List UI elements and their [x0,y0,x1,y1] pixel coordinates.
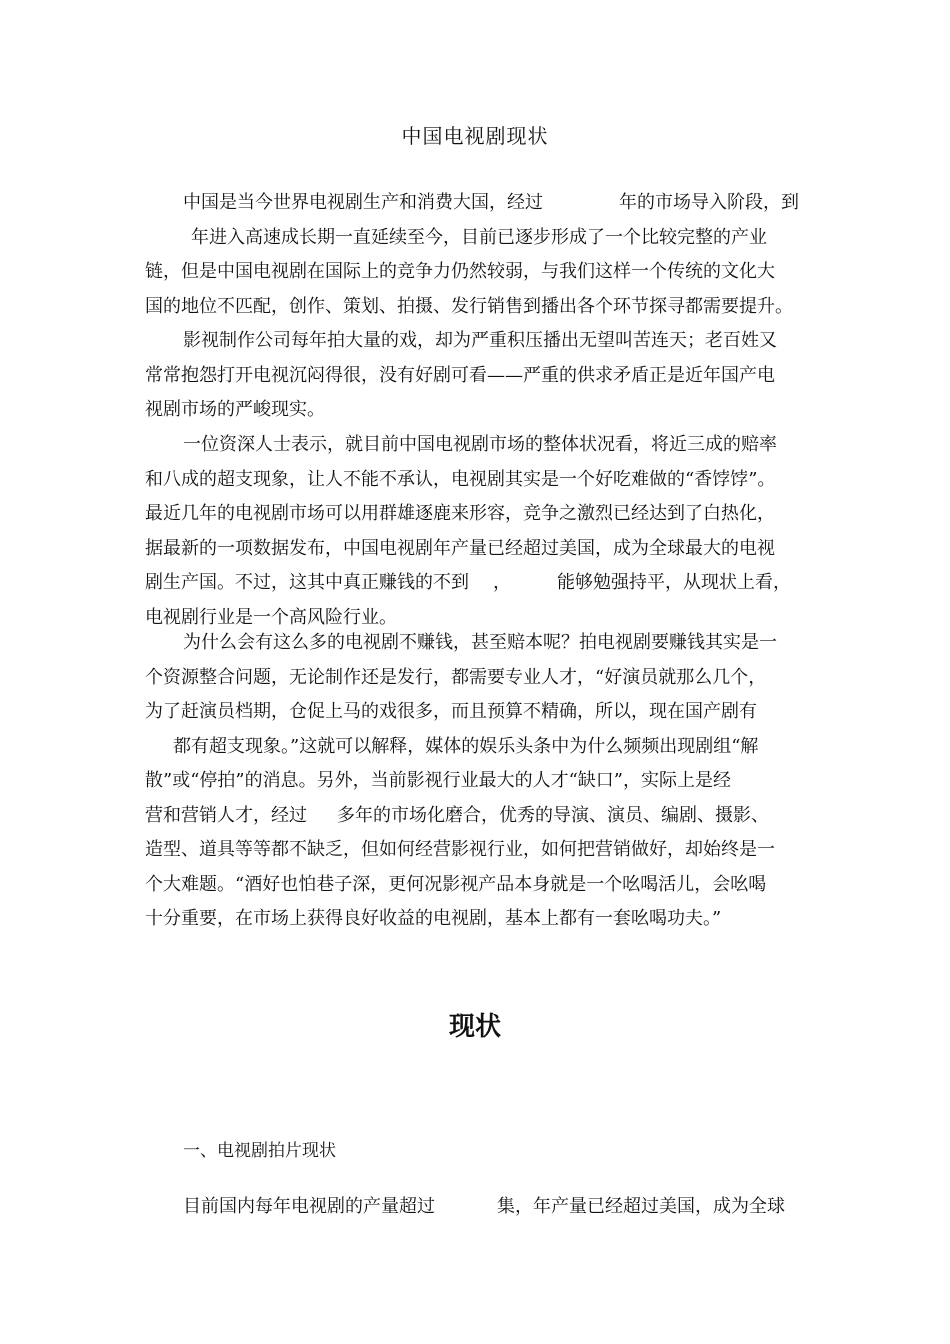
text-span: 多年的市场化磨合，优秀的导演、演员、编剧、摄影、 [337,804,769,826]
subsection-title: 一、电视剧拍片现状 [183,1141,336,1161]
text-span: 剧生产国。不过，这其中真正赚钱的不到 [145,572,469,593]
paragraph-line [145,186,809,221]
paragraph-line: 据最新的一项数据发布，中国电视剧年产量已经超过美国，成为全球最大的电视 [145,537,775,559]
paragraph-line [145,799,809,834]
text-span: 集，年产量已经超过美国，成为全球 [497,1196,785,1217]
paragraph-line: 最近几年的电视剧市场可以用群雄逐鹿来形容，竞争之激烈已经达到了白热化， [145,503,775,524]
paragraph-2 [145,324,809,428]
paragraph-line: 电视剧行业是一个高风险行业。 [145,606,397,628]
paragraph-line: 年进入高速成长期一直延续至今，目前已逐步形成了一个比较完整的产业 [191,226,767,248]
paragraph-line [145,1190,809,1225]
paragraph-line: 视剧市场的严峻现实。 [145,399,325,420]
paragraph-line: 都有超支现象。”这就可以解释，媒体的娱乐头条中为什么频频出现剧组“解 [173,735,759,757]
text-span: 能够勉强持平，从现状上看， [557,572,791,593]
text-span: 目前国内每年电视剧的产量超过 [183,1196,435,1217]
paragraph-line: 十分重要，在市场上获得良好收益的电视剧，基本上都有一套吆喝功夫。” [145,908,722,929]
paragraph-line: 影视制作公司每年拍大量的戏，却为严重积压播出无望叫苦连天；老百姓又 [183,330,777,351]
paragraph-line: 为什么会有这么多的电视剧不赚钱，甚至赔本呢？拍电视剧要赚钱其实是一 [183,632,777,653]
paragraph-line: 国的地位不匹配，创作、策划、拍摄、发行销售到播出各个环节探寻都需要提升。 [145,295,793,317]
paragraph-5 [145,1190,809,1225]
paragraph-line: 个大难题。“酒好也怕巷子深，更何况影视产品本身就是一个吆喝活儿，会吆喝 [145,873,767,895]
text-span: ， [493,572,511,593]
paragraph-line: 常常抱怨打开电视沉闷得很，没有好剧可看——严重的供求矛盾正是近年国产电 [145,364,775,386]
paragraph-line: 个资源整合问题，无论制作还是发行，都需要专业人才，“好演员就那么几个， [145,666,767,688]
text-span: 年的市场导入阶段，到 [619,192,799,213]
paragraph-line: 和八成的超支现象，让人不能不承认，电视剧其实是一个好吃难做的“香饽饽”。 [145,468,776,490]
section-title: 现状 [448,1012,501,1042]
paragraph-line: 一位资深人士表示，就目前中国电视剧市场的整体状况看，将近三成的赔率 [183,434,777,455]
paragraph-line: 链，但是中国电视剧在国际上的竞争力仍然较弱，与我们这样一个传统的文化大 [145,261,775,282]
text-span: 中国是当今世界电视剧生产和消费大国，经过 [183,192,543,213]
paragraph-1 [145,186,809,324]
paragraph-line [145,566,809,601]
document-title: 中国电视剧现状 [401,124,549,148]
paragraph-line: 造型、道具等等都不缺乏，但如何经营影视行业，如何把营销做好，却始终是一 [145,839,775,860]
text-span: 营和营销人才，经过 [145,804,307,826]
paragraph-4 [145,626,809,937]
paragraph-line: 为了赶演员档期，仓促上马的戏很多，而且预算不精确，所以，现在国产剧有 [145,701,757,722]
paragraph-line: 散”或“停拍”的消息。另外，当前影视行业最大的人才“缺口”，实际上是经 [145,770,732,791]
paragraph-3 [145,428,809,635]
